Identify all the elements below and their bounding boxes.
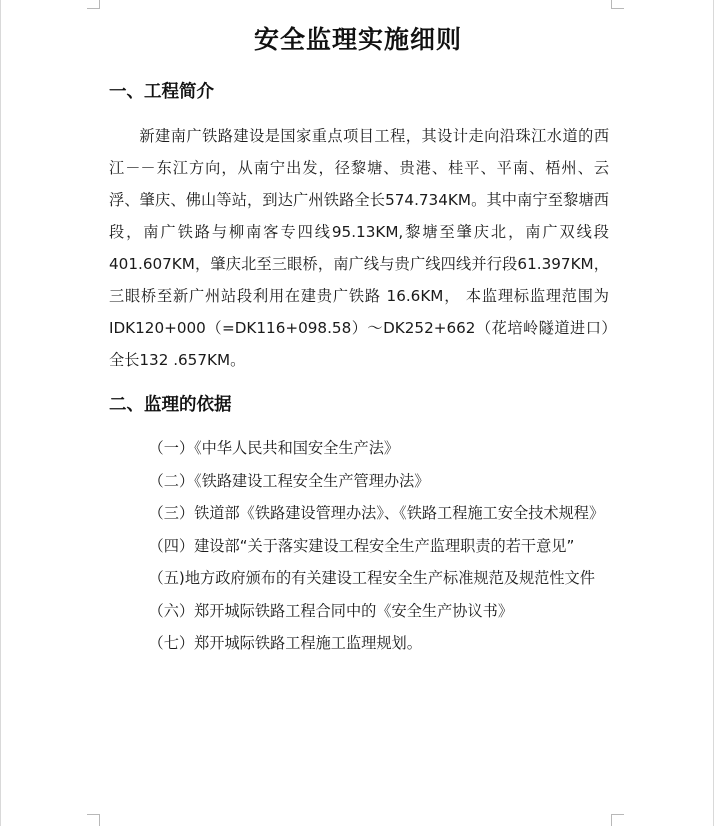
document-title: 安全监理实施细则 (253, 25, 462, 54)
page-corner-mark (87, 814, 100, 826)
list-item: （五)地方政府颁布的有关建设工程安全生产标准规范及规范性文件 (148, 569, 595, 587)
list-item: （六）郑开城际铁路工程合同中的《安全生产协议书》 (148, 601, 514, 620)
basis-list (109, 432, 609, 660)
section-heading-basis: 二、监理的依据 (109, 395, 232, 415)
section-heading-overview: 一、工程简介 (109, 82, 214, 102)
page-corner-mark (87, 0, 100, 9)
page-corner-mark (611, 814, 624, 826)
list-item: （二）《铁路建设工程安全生产管理办法》 (148, 471, 430, 490)
list-item: （四）建设部“关于落实建设工程安全生产监理职责的若干意见” (148, 536, 575, 555)
list-item: （三）铁道部《铁路建设管理办法》、《铁路工程施工安全技术规程》 (148, 504, 605, 522)
page-corner-mark (611, 0, 624, 9)
list-item: （一）《中华人民共和国安全生产法》 (148, 439, 400, 457)
overview-paragraph: 新建南广铁路建设是国家重点项目工程，其设计走向沿珠江水道的西江－－东江方向，从南宁出发，径黎塘、贵港、桂平、平南、梧州、云浮、肇庆、佛山等站，到达广州铁路全长574.734KM。其中南宁至黎塘西段，南广铁路与柳南客专四线95.13KM,黎塘至肇庆北，南广双线段401.607KM，肇庆北至三眼桥，南广线与贵广线四线并行段61.397KM，三眼桥至新广州站段利用在建贵广铁路 16.6KM， 本监理标监理范围为 IDK120+000（=DK116+098.58）～DK252+662（花培岭隧道进口）全长132 .657KM。 (109, 127, 609, 369)
list-item: （七）郑开城际铁路工程施工监理规划。 (148, 634, 422, 652)
